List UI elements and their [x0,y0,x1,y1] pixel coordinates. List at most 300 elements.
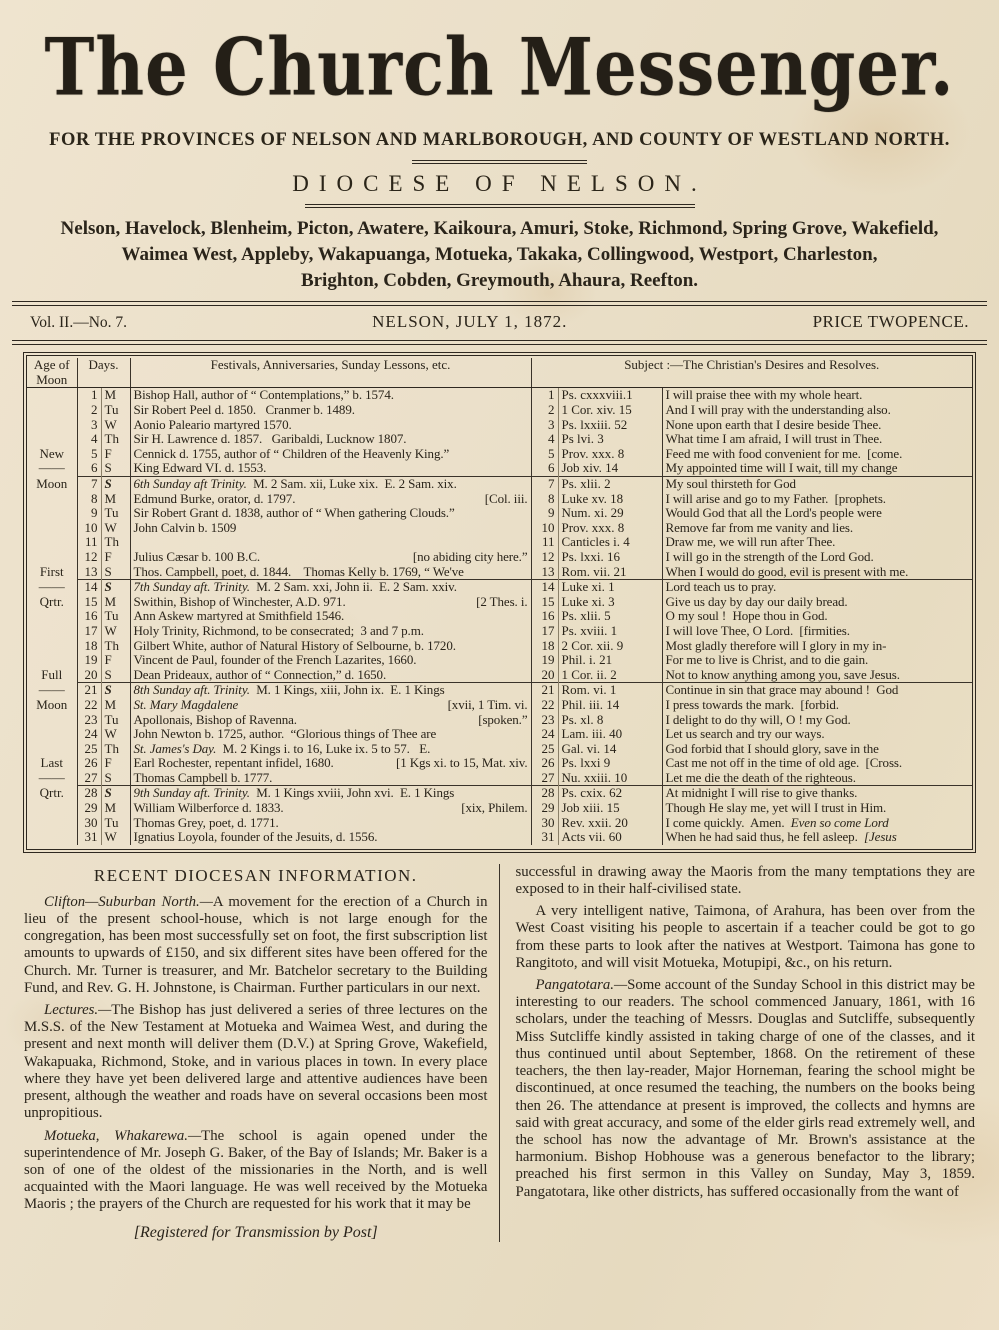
weekday-cell: S [101,461,130,476]
calendar-row [27,565,972,580]
festival-cell: Vincent de Paul, founder of the French Lazarites, 1660. [130,653,531,668]
calendar-row [27,786,972,801]
weekday-cell [101,477,130,492]
subject-day-number-cell: 18 [531,639,558,654]
diocese-line: DIOCESE OF NELSON. [292,171,707,197]
subject-day-number-cell: 27 [531,771,558,786]
day-number-cell: 6 [77,461,101,476]
scripture-reference-cell: Phil. iii. 14 [558,698,662,713]
scripture-reference-cell: Ps. lxxiii. 52 [558,418,662,433]
festival-cell: 8th Sunday aft. Trinity. M. 1 Kings, xiii, John ix. E. 1 Kings [130,683,531,698]
festival-cell [130,698,531,713]
subject-day-number-cell: 14 [531,580,558,595]
day-number-cell: 26 [77,756,101,771]
day-number-cell: 13 [77,565,101,580]
calendar-row [27,742,972,757]
moon-phase-cell: Moon [27,698,77,713]
subject-day-number-cell: 25 [531,742,558,757]
parish-list [0,216,999,293]
article-paragraph: successful in drawing away the Maoris from the many temptations they are exposed to in their half-civilised state. [515,863,975,898]
subject-text-cell: At midnight I will rise to give thanks. [662,786,972,801]
festival-cell: Thomas Grey, poet, d. 1771. [130,816,531,831]
weekday-cell [101,683,130,698]
moon-phase-cell: —— [27,580,77,595]
article-column-right [499,864,975,1242]
festival-cell: Sir H. Lawrence d. 1857. Garibaldi, Lucknow 1807. [130,432,531,447]
scripture-reference-cell: Lam. iii. 40 [558,727,662,742]
moon-phase-cell [27,492,77,507]
calendar-row [27,727,972,742]
article-heading: RECENT DIOCESAN INFORMATION. [93,865,418,885]
festival-cell: [no abiding city here.” Julius Cæsar b. 100 B.C. [130,550,531,565]
subject-day-number-cell: 26 [531,756,558,771]
calendar-row [27,506,972,521]
scripture-reference-cell: Prov. xxx. 8 [558,521,662,536]
weekday-cell: Th [101,742,130,757]
subject-day-number-cell: 2 [531,403,558,418]
scripture-reference-cell: Ps. lxxi 9 [558,756,662,771]
weekday-cell: Tu [101,816,130,831]
header-subject: Subject :—The Christian's Desires and Resolves. [531,358,972,388]
calendar-row [27,403,972,418]
festival-cell: 9th Sunday aft. Trinity. M. 1 Kings xviii, John xvi. E. 1 Kings [130,786,531,801]
day-number-cell: 12 [77,550,101,565]
lesson-continuation: [2 Thes. i. [476,594,528,609]
weekday-cell: M [101,698,130,713]
day-number-cell: 20 [77,668,101,683]
dateline [30,312,969,332]
festival-cell: Aonio Paleario martyred 1570. [130,418,531,433]
weekday-cell: F [101,447,130,462]
festival-cell: Thomas Campbell b. 1777. [130,771,531,786]
subject-day-number-cell: 17 [531,624,558,639]
calendar-row [27,477,972,492]
scripture-reference-cell: Nu. xxiii. 10 [558,771,662,786]
moon-phase-cell [27,624,77,639]
weekday-cell: Tu [101,609,130,624]
scripture-reference-cell: Ps. xlii. 2 [558,477,662,492]
calendar-row [27,771,972,786]
subject-day-number-cell: 12 [531,550,558,565]
day-number-cell: 8 [77,492,101,507]
moon-phase-cell [27,609,77,624]
calendar-row [27,624,972,639]
subject-italic: Even so come Lord [790,815,889,830]
weekday-cell: Th [101,639,130,654]
day-number-cell: 9 [77,506,101,521]
day-number-cell: 1 [77,388,101,403]
subject-day-number-cell: 20 [531,668,558,683]
lesson-continuation: [no abiding city here.” [412,549,528,564]
subject-text-cell: When he had said thus, he fell asleep. [Jesus [665,830,897,845]
sunday-mark: S [104,579,112,595]
location-date: NELSON, JULY 1, 1872. [372,312,568,332]
scripture-reference-cell: Job xiv. 14 [558,461,662,476]
calendar-row [27,698,972,713]
moon-phase-cell: Qrtr. [27,595,77,610]
subject-day-number-cell: 31 [531,830,558,845]
festival-cell: 7th Sunday aft. Trinity. M. 2 Sam. xxi, John ii. E. 2 Sam. xxiv. [130,580,531,595]
articles-section [24,864,975,1242]
subject-day-number-cell: 21 [531,683,558,698]
subject-day-number-cell: 3 [531,418,558,433]
weekday-cell: Th [101,432,130,447]
article-paragraph: Clifton—Suburban North.—A movement for the erection of a Church in lieu of the present school-house, which is not large enough for the congregation, has been most successfully set on foot, the first subscription list amounts to upwards of £150, and six different sites have been offered for the Church. Mr. Turner is treasurer, and Mr. Batchelor secretary to the Building Fund, and Rev. G. H. Johnstone, is Chairman. Further particulars in our next. [24,893,488,996]
subject-text-cell: Let us search and try our ways. [665,727,825,742]
subject-day-number-cell: 30 [531,816,558,831]
subject-text-cell: Lord teach us to pray. [662,580,972,595]
scripture-reference-cell: Rom. vii. 21 [558,565,662,580]
day-number-cell: 2 [77,403,101,418]
moon-phase-cell [27,713,77,728]
day-number-cell: 19 [77,653,101,668]
weekday-cell: S [101,565,130,580]
scripture-reference-cell: Acts vii. 60 [558,830,662,845]
scripture-reference-cell: Rom. vi. 1 [558,683,662,698]
article-paragraph: A very intelligent native, Taimona, of Arahura, has been over from the West Coast visiting his people to ascertain if a teacher could be got to go from these parts to look after the natives at Westport. Taimona has gone to Rangitoto, and will visit Motueka, Motupipi, &c., on his return. [515,903,975,971]
divider-rule [12,301,987,306]
subject-day-number-cell: 15 [531,595,558,610]
subject-text-cell: Though He slay me, yet will I trust in Him. [665,801,887,816]
registered-post-note: [Registered for Transmission by Post] [133,1223,378,1241]
festival-italic: St. Mary Magdalene [133,697,239,712]
calendar-row [27,756,972,771]
divider-rule [12,340,987,345]
price: PRICE TWOPENCE. [812,312,969,332]
scripture-reference-cell: Rev. xxii. 20 [558,816,662,831]
scripture-reference-cell: Ps. xl. 8 [558,713,662,728]
moon-phase-cell: Last [27,756,77,771]
scripture-reference-cell: Ps. xviii. 1 [558,624,662,639]
festival-italic: 9th Sunday aft. Trinity. [133,785,250,801]
weekday-cell [101,786,130,801]
header-festivals: Festivals, Anniversaries, Sunday Lessons, etc. [130,358,531,388]
day-number-cell: 25 [77,742,101,757]
scripture-reference-cell: Ps lvi. 3 [558,432,662,447]
festival-cell: Sir Robert Grant d. 1838, author of “ When gathering Clouds.” [130,506,531,521]
day-number-cell: 18 [77,639,101,654]
article-left-paragraphs [24,894,487,1214]
scripture-reference-cell: Ps. lxxi. 16 [558,550,662,565]
festival-cell: [1 Kgs xi. to 15, Mat. xiv. Earl Rochester, repentant infidel, 1680. [130,756,531,771]
day-number-cell: 31 [77,830,101,845]
festival-italic: 7th Sunday aft. Trinity. [133,579,250,595]
calendar-row [27,492,972,507]
festival-cell: John Newton b. 1725, author. “Glorious things of Thee are [130,727,531,742]
day-number-cell: 15 [77,595,101,610]
subject-text-cell: Not to know anything among you, save Jesus. [665,667,900,682]
festival-cell: Sir Robert Peel d. 1850. Cranmer b. 1489. [130,403,531,418]
subject-text-cell: Remove far from me vanity and lies. [665,520,853,535]
subject-text-cell: Would God that all the Lord's people were [665,506,882,521]
festival-cell: King Edward VI. d. 1553. [130,461,531,476]
festival-italic: 6th Sunday aft Trinity. [133,476,247,492]
day-number-cell: 17 [77,624,101,639]
subject-text-cell: I will go in the strength of the Lord God. [665,549,874,564]
moon-phase-cell [27,506,77,521]
calendar-row [27,816,972,831]
weekday-cell: M [101,801,130,816]
day-number-cell: 22 [77,698,101,713]
festival-cell: [Col. iii. Edmund Burke, orator, d. 1797. [130,492,531,507]
weekday-cell: Tu [101,506,130,521]
subject-text-cell: When I would do good, evil is present with me. [665,564,909,579]
article-paragraph: Motueka, Whakarewa.—The school is again opened under the superintendence of Mr. Joseph G. Baker, of the Bay of Islands; Mr. Baker is a son of one of the oldest of the missionaries in the North, and is well acquainted with the Maori language. He was well received by the Motueka Maoris ; the prayers of the Church are requested for his work that it may be [24,1127,488,1213]
subject-day-number-cell: 28 [531,786,558,801]
subject-text-cell: Let me die the death of the righteous. [665,770,856,785]
moon-phase-cell [27,535,77,550]
subject-day-number-cell: 1 [531,388,558,403]
scripture-reference-cell: Canticles i. 4 [558,535,662,550]
calendar-row [27,550,972,565]
festival-cell: Ann Askew martyred at Smithfield 1546. [130,609,531,624]
paragraph-lead: Pangatotara.— [535,977,628,994]
moon-phase-cell [27,418,77,433]
scripture-reference-cell: Ps. cxxxviii.1 [558,388,662,403]
festival-italic: St. James's Day. [133,741,217,756]
calendar-section [26,355,973,850]
day-number-cell: 21 [77,683,101,698]
weekday-cell: W [101,624,130,639]
subject-text-cell: My appointed time will I wait, till my change [665,461,898,476]
subject-text-cell: None upon earth that I desire beside Thee. [665,417,882,432]
day-number-cell: 27 [77,771,101,786]
subject-text-cell: I delight to do thy will, O ! my God. [665,712,851,727]
subject-day-number-cell: 23 [531,713,558,728]
moon-phase-cell [27,816,77,831]
sunday-mark: S [104,682,112,698]
weekday-cell: F [101,756,130,771]
weekday-cell: Tu [101,403,130,418]
moon-phase-cell [27,830,77,845]
lesson-continuation: [xix, Philem. [461,801,528,816]
day-number-cell: 30 [77,816,101,831]
day-number-cell: 5 [77,447,101,462]
calendar-row [27,653,972,668]
moon-phase-cell: Moon [27,477,77,492]
subject-text-cell: I press towards the mark. [forbid. [665,697,839,712]
weekday-cell: S [101,771,130,786]
subject-day-number-cell: 10 [531,521,558,536]
subject-text-cell: Cast me not off in the time of old age. [Cross. [665,756,903,771]
day-number-cell: 16 [77,609,101,624]
festival-cell: Gilbert White, author of Natural History of Selbourne, b. 1720. [130,639,531,654]
festival-cell: Dean Prideaux, author of “ Connection,” d. 1650. [130,668,531,683]
scripture-reference-cell: Ps. cxix. 62 [558,786,662,801]
divider-rule [305,204,695,208]
subject-text-cell: O my soul ! Hope thou in God. [665,609,828,624]
calendar-row [27,639,972,654]
subject-text-cell: Give us day by day our daily bread. [665,594,848,609]
subject-text-cell: I will love Thee, O Lord. [firmities. [665,623,850,638]
day-number-cell: 28 [77,786,101,801]
scripture-reference-cell: Num. xi. 29 [558,506,662,521]
subject-text-cell: I will praise thee with my whole heart. [665,387,863,403]
scripture-reference-cell: Luke xi. 3 [558,595,662,610]
calendar-row [27,830,972,845]
subject-day-number-cell: 13 [531,565,558,580]
subject-day-number-cell: 7 [531,477,558,492]
article-column-left [24,864,499,1242]
festival-cell: Thos. Campbell, poet, d. 1844. Thomas Kelly b. 1769, “ We've [130,565,531,580]
scripture-reference-cell: Gal. vi. 14 [558,742,662,757]
day-number-cell: 23 [77,713,101,728]
scripture-reference-cell: Luke xi. 1 [558,580,662,595]
day-number-cell: 10 [77,521,101,536]
subject-text-cell: And I will pray with the understanding also. [665,403,891,418]
day-number-cell: 11 [77,535,101,550]
parish-list-line: Waimea West, Appleby, Wakapuanga, Motueka, Takaka, Collingwood, Westport, Charleston, [121,243,878,265]
weekday-cell: M [101,492,130,507]
moon-phase-cell [27,550,77,565]
calendar-row [27,535,972,550]
festival-cell: Cennick d. 1755, author of “ Children of the Heavenly King.” [130,447,531,462]
scripture-reference-cell: Ps. xlii. 5 [558,609,662,624]
calendar-row [27,521,972,536]
calendar-row [27,418,972,433]
subject-day-number-cell: 8 [531,492,558,507]
moon-phase-cell [27,742,77,757]
subject-day-number-cell: 19 [531,653,558,668]
moon-phase-cell [27,639,77,654]
day-number-cell: 29 [77,801,101,816]
festival-cell: [xix, Philem. William Wilberforce d. 1833. [130,801,531,816]
parish-list-line: Nelson, Havelock, Blenheim, Picton, Awatere, Kaikoura, Amuri, Stoke, Richmond, Spring Grove, Wakefield, [60,218,939,240]
subject-text-cell: I come quickly. Amen. Even so come Lord [665,815,889,830]
subject-day-number-cell: 5 [531,447,558,462]
festival-cell: [2 Thes. i. Swithin, Bishop of Winchester, A.D. 971. [130,595,531,610]
calendar-row [27,461,972,476]
lesson-continuation: [xvii, 1 Tim. vi. [447,697,528,712]
calendar-body [27,388,972,845]
subject-text-cell: Continue in sin that grace may abound ! God [662,683,972,698]
article-paragraph: Pangatotara.—Some account of the Sunday School in this district may be interesting to our readers. The school commenced January, 1861, with 16 scholars, under the teaching of Messrs. Douglas and Sutcliffe, subsequently Miss Sutcliffe kindly assisted in taking charge of one of the classes, and it thus continued until about September, 1868. On the retirement of these teachers, the then lay-reader, Major Horneman, fearing the school might be discontinued, at once resumed the teaching, the numbers on the books being then 26. The attendance at present is improved, the collects and hymns are said with great accuracy, and some of the elder girls read extremely well, and the school has now the advantage of Mr. Brown's assistance at the harmonium. Bishop Hobhouse was a generous benefactor to the library; preached his first sermon in this Valley on Sunday, May 3, 1859. Pangatotara, like other districts, has suffered occasionally from the want of [515,977,975,1200]
subject-day-number-cell: 9 [531,506,558,521]
calendar-header-row [27,358,972,388]
subject-text-cell: I will arise and go to my Father. [prophets. [665,491,886,506]
weekday-cell: F [101,550,130,565]
weekday-cell: Th [101,535,130,550]
weekday-cell: F [101,653,130,668]
festival-cell: St. James's Day. M. 2 Kings i. to 16, Luke ix. 5 to 57. E. [130,742,531,757]
weekday-cell: W [101,830,130,845]
masthead-subtitle: FOR THE PROVINCES OF NELSON AND MARLBOROUGH, AND COUNTY OF WESTLAND NORTH. [49,130,950,151]
paragraph-lead: Motueka, Whakarewa.— [44,1127,202,1144]
calendar-row [27,801,972,816]
subject-day-number-cell: 6 [531,461,558,476]
masthead-title: The Church Messenger. [44,20,955,114]
festival-cell: Bishop Hall, author of “ Contemplations,” b. 1574. [130,388,531,403]
scripture-reference-cell: 1 Cor. xiv. 15 [558,403,662,418]
weekday-cell: W [101,727,130,742]
subject-text-cell: My soul thirsteth for God [662,477,972,492]
day-number-cell: 7 [77,477,101,492]
moon-phase-cell: —— [27,461,77,476]
calendar-row [27,388,972,403]
article-paragraph: Lectures.—The Bishop has just delivered a series of three lectures on the M.S.S. of the New Testament at Motueka and Waimea West, and during the present and next month will deliver them (D.V.) at Spring Grove, Wakefield, Wakapuaka, Richmond, Stoke, and in various places in town. In every place where they have yet been delivered large and attentive audiences have been present, although the weather and roads have on several occasions been most unpropitious. [24,1002,488,1122]
calendar-row [27,683,972,698]
weekday-cell: S [101,668,130,683]
parish-list-line: Brighton, Cobden, Greymouth, Ahaura, Reefton. [300,269,699,291]
weekday-cell: W [101,521,130,536]
festival-cell: John Calvin b. 1509 [130,521,531,536]
subject-text-cell: Draw me, we will run after Thee. [665,535,836,550]
paragraph-lead: Clifton—Suburban North.— [44,893,213,910]
day-number-cell: 3 [77,418,101,433]
subject-day-number-cell: 11 [531,535,558,550]
festival-italic: 8th Sunday aft. Trinity. [133,682,250,698]
day-number-cell: 4 [77,432,101,447]
subject-day-number-cell: 24 [531,727,558,742]
calendar-row [27,595,972,610]
article-right-paragraphs [515,864,975,1201]
scripture-reference-cell: Luke xv. 18 [558,492,662,507]
paragraph-lead: Lectures.— [44,1002,112,1019]
moon-phase-cell [27,403,77,418]
sunday-mark: S [104,785,112,801]
calendar-row [27,432,972,447]
weekday-cell: M [101,388,130,403]
subject-day-number-cell: 29 [531,801,558,816]
weekday-cell: Tu [101,713,130,728]
calendar-row [27,447,972,462]
festival-cell [130,535,531,550]
subject-day-number-cell: 4 [531,432,558,447]
subject-text-cell: Most gladly therefore will I glory in my in- [665,638,887,653]
subject-text-cell: For me to live is Christ, and to die gain. [665,653,869,668]
lesson-continuation: [1 Kgs xi. to 15, Mat. xiv. [395,756,528,771]
subject-day-number-cell: 22 [531,698,558,713]
subject-text-cell: Feed me with food convenient for me. [come. [665,446,903,461]
calendar-row [27,609,972,624]
subject-italic: [Jesus [864,830,897,845]
moon-phase-cell [27,801,77,816]
calendar-table [27,358,972,845]
subject-text-cell: God forbid that I should glory, save in the [665,741,879,756]
moon-phase-cell [27,653,77,668]
subject-text-cell: What time I am afraid, I will trust in Thee. [665,432,883,447]
calendar-row [27,580,972,595]
scripture-reference-cell: Job xiii. 15 [558,801,662,816]
sunday-mark: S [104,476,112,492]
moon-phase-cell: Full [27,668,77,683]
header-days: Days. [77,358,130,388]
weekday-cell [101,580,130,595]
calendar-row [27,713,972,728]
day-number-cell: 14 [77,580,101,595]
moon-phase-cell [27,727,77,742]
scripture-reference-cell: 1 Cor. ii. 2 [558,668,662,683]
volume-number: Vol. II.—No. 7. [30,314,128,332]
moon-phase-cell: New [27,447,77,462]
calendar-row [27,668,972,683]
subject-day-number-cell: 16 [531,609,558,624]
moon-phase-cell [27,432,77,447]
masthead [0,0,999,293]
moon-phase-cell [27,521,77,536]
day-number-cell: 24 [77,727,101,742]
divider-rule [412,160,587,164]
festival-cell: [spoken.” Apollonais, Bishop of Ravenna. [130,713,531,728]
weekday-cell: M [101,595,130,610]
lesson-continuation: [spoken.” [478,712,528,727]
festival-cell: 6th Sunday aft Trinity. M. 2 Sam. xii, Luke xix. E. 2 Sam. xix. [130,477,531,492]
moon-phase-cell: —— [27,683,77,698]
festival-cell: Ignatius Loyola, founder of the Jesuits, d. 1556. [130,830,531,845]
weekday-cell: W [101,418,130,433]
moon-phase-cell: —— [27,771,77,786]
moon-phase-cell: First [27,565,77,580]
